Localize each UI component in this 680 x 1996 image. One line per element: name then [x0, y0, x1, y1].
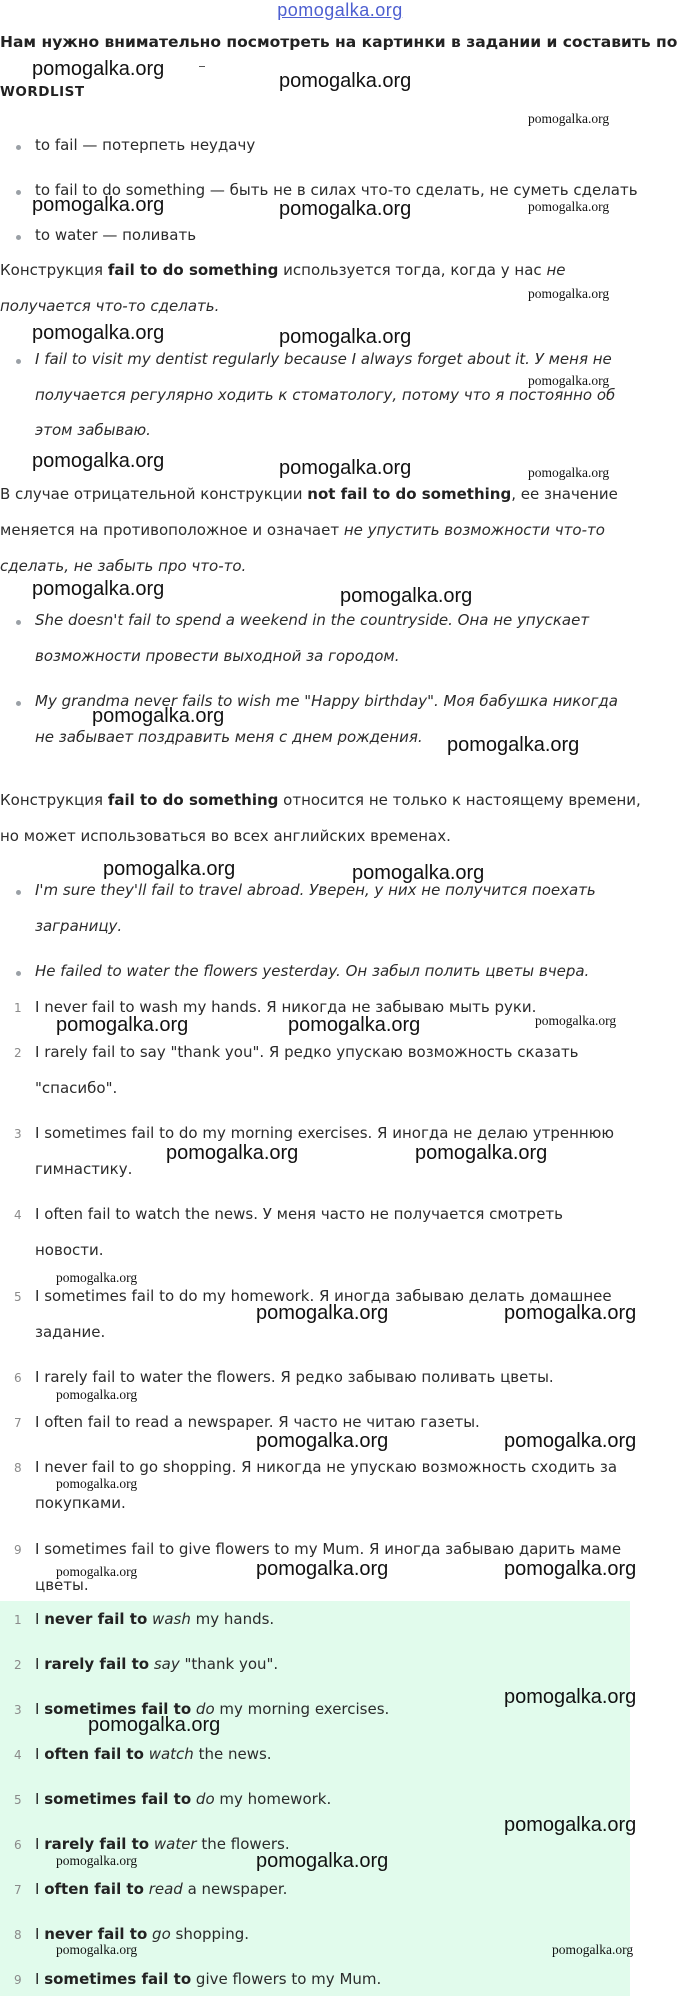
watermark: pomogalka.org: [288, 1014, 421, 1036]
list-number: 2: [14, 1046, 22, 1060]
watermark: pomogalka.org: [447, 734, 580, 756]
watermark: pomogalka.org: [528, 286, 610, 301]
example-text: I fail to visit my dentist regularly because I always forget about it. У меня не: [35, 350, 612, 368]
watermark: pomogalka.org: [504, 1430, 637, 1452]
paragraph-negative-construction-line3: сделать, не забыть про что-то.: [0, 557, 247, 575]
bullet-icon: [16, 971, 21, 976]
sentence-text: I often fail to read a newspaper. Я часто не читаю газеты.: [35, 1413, 480, 1431]
watermark: pomogalka.org: [504, 1686, 637, 1708]
list-number: 6: [14, 1838, 22, 1852]
bullet-icon: [16, 235, 21, 240]
watermark: pomogalka.org: [504, 1814, 637, 1836]
list-number: 8: [14, 1928, 22, 1942]
answer-text: I often fail to read a newspaper.: [35, 1880, 288, 1898]
watermark: pomogalka.org: [535, 1013, 617, 1028]
list-number: 9: [14, 1543, 22, 1557]
sentence-text: гимнастику.: [35, 1160, 133, 1178]
bullet-icon: [16, 620, 21, 625]
dash-mark: [199, 66, 205, 67]
list-number: 2: [14, 1658, 22, 1672]
sentence-text: I sometimes fail to give flowers to my Mum. Я иногда забываю дарить маме: [35, 1540, 622, 1558]
watermark: pomogalka.org: [528, 199, 610, 214]
watermark: pomogalka.org: [32, 58, 165, 80]
paragraph-tenses: Конструкция fail to do something относится не только к настоящему времени,: [0, 791, 641, 809]
answer-text: I often fail to watch the news.: [35, 1745, 272, 1763]
watermark: pomogalka.org: [56, 1270, 138, 1285]
example-text: My grandma never fails to wish me "Happy birthday". Моя бабушка никогда: [35, 692, 618, 710]
watermark: pomogalka.org: [552, 1942, 634, 1957]
watermark: pomogalka.org: [528, 465, 610, 480]
list-number: 5: [14, 1793, 22, 1807]
watermark: pomogalka.org: [279, 326, 412, 348]
example-text: She doesn't fail to spend a weekend in the countryside. Она не упускает: [35, 611, 590, 629]
watermark: pomogalka.org: [279, 70, 412, 92]
wordlist-label: WORDLIST: [0, 84, 85, 100]
example-text: I'm sure they'll fail to travel abroad. Уверен, у них не получится поехать: [35, 881, 596, 899]
sentence-text: новости.: [35, 1241, 104, 1259]
list-number: 7: [14, 1416, 22, 1430]
watermark: pomogalka.org: [256, 1302, 389, 1324]
sentence-text: I rarely fail to say "thank you". Я редко упускаю возможность сказать: [35, 1043, 579, 1061]
sentence-text: "спасибо".: [35, 1079, 118, 1097]
intro-text: Нам нужно внимательно посмотреть на картинки в задании и составить по: [0, 33, 678, 51]
example-text: He failed to water the flowers yesterday. Он забыл полить цветы вчера.: [35, 962, 590, 980]
answer-text: I sometimes fail to do my morning exercises.: [35, 1700, 390, 1718]
answer-text: I sometimes fail to give flowers to my Mum.: [35, 1970, 382, 1988]
list-number: 3: [14, 1703, 22, 1717]
paragraph-negative-construction: В случае отрицательной конструкции not fail to do something, ее значение: [0, 485, 618, 503]
list-number: 4: [14, 1208, 22, 1222]
watermark: pomogalka.org: [166, 1142, 299, 1164]
watermark: pomogalka.org: [56, 1387, 138, 1402]
watermark: pomogalka.org: [88, 1714, 221, 1736]
example-text: возможности провести выходной за городом.: [35, 647, 400, 665]
list-number: 1: [14, 1613, 22, 1627]
paragraph-negative-construction-line2: меняется на противоположное и означает не упустить возможности что-то: [0, 521, 605, 539]
watermark: pomogalka.org: [56, 1942, 138, 1957]
watermark: pomogalka.org: [32, 322, 165, 344]
paragraph-construction-1: Конструкция fail to do something используется тогда, когда у нас не: [0, 261, 566, 279]
watermark: pomogalka.org: [56, 1564, 138, 1579]
example-text: заграницу.: [35, 917, 123, 935]
bullet-icon: [16, 359, 21, 364]
bullet-icon: [16, 190, 21, 195]
watermark: pomogalka.org: [256, 1558, 389, 1580]
answer-text: I never fail to go shopping.: [35, 1925, 250, 1943]
answer-text: I rarely fail to water the flowers.: [35, 1835, 290, 1853]
paragraph-construction-1-line2: получается что-то сделать.: [0, 297, 220, 315]
example-text: получается регулярно ходить к стоматологу, потому что я постоянно об: [35, 386, 616, 404]
sentence-text: I often fail to watch the news. У меня часто не получается смотреть: [35, 1205, 563, 1223]
watermark: pomogalka.org: [103, 858, 236, 880]
sentence-text: I sometimes fail to do my homework. Я иногда забываю делать домашнее: [35, 1287, 612, 1305]
watermark: pomogalka.org: [415, 1142, 548, 1164]
watermark: pomogalka.org: [32, 578, 165, 600]
list-number: 6: [14, 1371, 22, 1385]
list-number: 3: [14, 1127, 22, 1141]
site-logo-link[interactable]: pomogalka.org: [277, 0, 403, 20]
sentence-text: задание.: [35, 1323, 106, 1341]
sentence-text: покупками.: [35, 1494, 126, 1512]
list-number: 5: [14, 1290, 22, 1304]
answer-text: I never fail to wash my hands.: [35, 1610, 275, 1628]
wordlist-item: to fail to do something — быть не в силах что-то сделать, не суметь сделать: [35, 181, 638, 199]
sentence-text: I sometimes fail to do my morning exercises. Я иногда не делаю утреннюю: [35, 1124, 614, 1142]
watermark: pomogalka.org: [504, 1302, 637, 1324]
sentence-text: I never fail to go shopping. Я никогда не упускаю возможность сходить за: [35, 1458, 618, 1476]
watermark: pomogalka.org: [340, 585, 473, 607]
sentence-text: I rarely fail to water the flowers. Я редко забываю поливать цветы.: [35, 1368, 554, 1386]
watermark: pomogalka.org: [504, 1558, 637, 1580]
watermark: pomogalka.org: [279, 457, 412, 479]
watermark: pomogalka.org: [56, 1853, 138, 1868]
wordlist-item: to water — поливать: [35, 226, 197, 244]
wordlist-item: to fail — потерпеть неудачу: [35, 136, 256, 154]
list-number: 9: [14, 1973, 22, 1987]
answer-text: I sometimes fail to do my homework.: [35, 1790, 332, 1808]
bullet-icon: [16, 890, 21, 895]
watermark: pomogalka.org: [32, 450, 165, 472]
watermark: pomogalka.org: [56, 1476, 138, 1491]
list-number: 4: [14, 1748, 22, 1762]
list-number: 7: [14, 1883, 22, 1897]
list-number: 1: [14, 1001, 22, 1015]
watermark: pomogalka.org: [279, 198, 412, 220]
bullet-icon: [16, 701, 21, 706]
watermark: pomogalka.org: [352, 862, 485, 884]
watermark: pomogalka.org: [56, 1014, 189, 1036]
watermark: pomogalka.org: [528, 373, 610, 388]
answer-text: I rarely fail to say "thank you".: [35, 1655, 279, 1673]
bullet-icon: [16, 145, 21, 150]
sentence-text: цветы.: [35, 1576, 89, 1594]
example-text: этом забываю.: [35, 421, 151, 439]
paragraph-tenses-line2: но может использоваться во всех английских временах.: [0, 827, 451, 845]
watermark: pomogalka.org: [256, 1850, 389, 1872]
watermark: pomogalka.org: [92, 705, 225, 727]
watermark: pomogalka.org: [32, 194, 165, 216]
example-text: не забывает поздравить меня с днем рождения.: [35, 728, 423, 746]
watermark: pomogalka.org: [528, 111, 610, 126]
list-number: 8: [14, 1461, 22, 1475]
sentence-text: I never fail to wash my hands. Я никогда не забываю мыть руки.: [35, 998, 537, 1016]
watermark: pomogalka.org: [256, 1430, 389, 1452]
